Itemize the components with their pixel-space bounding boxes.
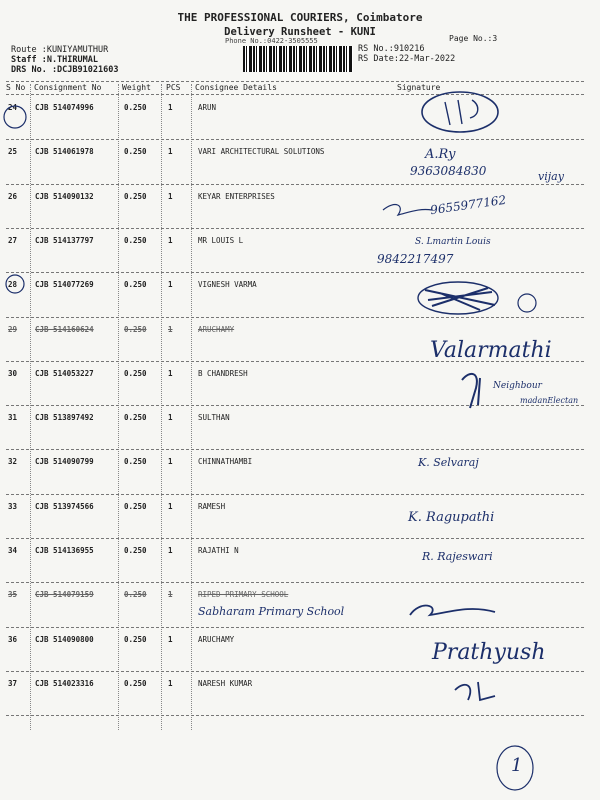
row-consignment: CJB 514090799	[35, 457, 94, 467]
signature-26-mark	[383, 205, 432, 215]
row-consignee: VIGNESH VARMA	[198, 280, 257, 290]
row-weight: 0.250	[124, 235, 147, 245]
row-consignment: CJB 514053227	[35, 368, 94, 378]
row-weight: 0.250	[124, 634, 147, 644]
row-sno: 25	[8, 147, 18, 157]
signature-28-scribble	[418, 282, 498, 314]
row-weight: 0.250	[124, 147, 147, 157]
row-pcs: 1	[168, 413, 173, 423]
row-weight: 0.250	[124, 590, 147, 600]
row-sno: 28	[8, 280, 18, 290]
col-signature: Signature	[397, 83, 441, 92]
handwriting-r27-name: S. Lmartin Louis	[415, 237, 491, 247]
row-sno: 32	[8, 457, 18, 467]
row-consignment: CJB 514023316	[35, 678, 94, 688]
row-sno: 27	[8, 235, 18, 245]
row-pcs: 1	[168, 324, 173, 334]
row-pcs: 1	[168, 634, 173, 644]
row-pcs: 1	[168, 103, 173, 112]
runsheet-info	[358, 44, 455, 64]
row-divider	[6, 139, 584, 140]
signature-35-mark	[410, 606, 495, 615]
row-consignment: CJB 514074996	[35, 103, 94, 112]
row-divider	[6, 627, 584, 628]
row-consignment: CJB 514137797	[35, 235, 94, 245]
route: Route :KUNIYAMUTHUR	[11, 45, 109, 55]
row-divider	[6, 494, 584, 495]
row-consignment: CJB 514090800	[35, 634, 94, 644]
row-weight: 0.250	[124, 413, 147, 423]
row-consignee: MR LOUIS L	[198, 235, 244, 245]
row-consignment: CJB 514079159	[35, 590, 94, 600]
row-divider	[6, 582, 584, 583]
row-pcs: 1	[168, 546, 173, 555]
signature-37-mark	[455, 682, 495, 700]
row-divider	[6, 671, 584, 672]
row-pcs: 1	[168, 191, 173, 201]
row-divider	[6, 405, 584, 406]
row-consignee: CHINNATHAMBI	[198, 457, 253, 467]
company-title: THE PROFESSIONAL COURIERS, Coimbatore	[177, 11, 423, 24]
barcode	[243, 46, 353, 72]
row-weight: 0.250	[124, 457, 147, 467]
header-top-rule	[6, 81, 584, 82]
row-sno: 35	[8, 590, 18, 600]
handwriting-r30: Neighbour	[493, 381, 542, 391]
row-pcs: 1	[168, 368, 173, 378]
row-consignee: RAJATHI N	[198, 546, 239, 555]
row-consignee: RIPED PRIMARY SCHOOL	[198, 590, 289, 600]
col-divider	[30, 84, 31, 730]
row-consignment: CJB 514136955	[35, 546, 94, 555]
row-weight: 0.250	[124, 546, 147, 555]
row-pcs: 1	[168, 457, 173, 467]
row-sno: 24	[8, 103, 18, 112]
row-divider	[6, 184, 584, 185]
handwriting-r30b: madanElectan	[520, 396, 579, 405]
row-weight: 0.250	[124, 103, 147, 112]
row-consignee: B CHANDRESH	[198, 368, 248, 378]
col-divider	[161, 84, 162, 730]
row-consignment: CJB 514077269	[35, 280, 94, 290]
row-consignee: ARUN	[198, 103, 217, 112]
row-pcs: 1	[168, 280, 173, 290]
row-sno: 34	[8, 546, 18, 555]
row-consignment: CJB 514160624	[35, 324, 94, 334]
route-info	[11, 45, 118, 75]
col-consignee: Consignee Details	[195, 83, 277, 92]
row-pcs: 1	[168, 501, 173, 511]
handwriting-r25-sig: A.Ry	[425, 147, 456, 162]
row-consignment: CJB 513897492	[35, 413, 94, 423]
row-sno: 37	[8, 678, 18, 688]
handwriting-r29: Valarmathi	[430, 338, 552, 363]
col-sno: S No	[6, 83, 26, 92]
handwriting-r26-phone: 9655977162	[429, 192, 507, 218]
staff: Staff :N.THIRUMAL	[11, 55, 98, 65]
row-consignment: CJB 514061978	[35, 147, 94, 157]
col-weight: Weight	[122, 83, 151, 92]
row-weight: 0.250	[124, 678, 147, 688]
row-sno: 29	[8, 324, 18, 334]
row-consignee: KEYAR ENTERPRISES	[198, 191, 275, 201]
row-divider	[6, 449, 584, 450]
row-weight: 0.250	[124, 368, 147, 378]
rs-number: RS No.:910216	[358, 44, 425, 54]
row-pcs: 1	[168, 678, 173, 688]
row-divider	[6, 538, 584, 539]
row-pcs: 1	[168, 590, 173, 600]
signature-24-mark	[422, 92, 498, 132]
row-sno: 31	[8, 413, 18, 423]
row-consignee: NARESH KUMAR	[198, 678, 253, 688]
handwriting-r25-name: vijay	[538, 170, 564, 183]
row-weight: 0.250	[124, 501, 147, 511]
row-sno: 30	[8, 368, 18, 378]
header-bottom-rule	[6, 94, 584, 95]
handwriting-r27-phone: 9842217497	[377, 252, 454, 266]
col-consignment: Consignment No	[34, 83, 102, 92]
handwriting-r36: Prathyush	[432, 640, 546, 665]
row-consignee: ARUCHAMY	[198, 324, 235, 334]
signature-24-strokes	[445, 100, 478, 125]
row-divider	[6, 228, 584, 229]
phone-number: Phone No.:0422-3505555	[225, 37, 318, 45]
handwriting-r34: R. Rajeswari	[422, 550, 493, 563]
row-consignee: ARUCHAMY	[198, 634, 235, 644]
row-weight: 0.250	[124, 280, 147, 290]
page-number: Page No.:3	[449, 34, 498, 43]
handwriting-r35-note: Sabharam Primary School	[198, 605, 345, 618]
row-weight: 0.250	[124, 191, 147, 201]
row-divider	[6, 272, 584, 273]
signature-30-mark	[462, 374, 480, 408]
row-consignee: VARI ARCHITECTURAL SOLUTIONS	[198, 147, 325, 157]
col-divider	[191, 84, 192, 730]
row-consignment: CJB 513974566	[35, 501, 94, 511]
row-pcs: 1	[168, 147, 173, 157]
row-consignee: RAMESH	[198, 501, 226, 511]
row-weight: 0.250	[124, 324, 147, 334]
row-sno: 26	[8, 191, 18, 201]
runsheet-title: Delivery Runsheet - KUNI	[224, 26, 376, 38]
rs-date: RS Date:22-Mar-2022	[358, 54, 456, 64]
handwriting-page-mark: 1	[511, 755, 523, 776]
row-sno: 33	[8, 501, 18, 511]
row-divider	[6, 715, 584, 716]
handwriting-r32: K. Selvaraj	[418, 456, 479, 469]
row-consignee: SULTHAN	[198, 413, 230, 423]
handwriting-r25-phone: 9363084830	[410, 164, 487, 178]
col-divider	[118, 84, 119, 730]
row-divider	[6, 317, 584, 318]
handwriting-r33: K. Ragupathi	[408, 510, 495, 525]
row-pcs: 1	[168, 235, 173, 245]
row-sno: 36	[8, 634, 18, 644]
row-consignment: CJB 514090132	[35, 191, 94, 201]
signature-28-initials	[518, 294, 536, 312]
col-pcs: PCS	[166, 83, 181, 92]
drs-number: DRS No. :DCJB91021603	[11, 65, 119, 75]
